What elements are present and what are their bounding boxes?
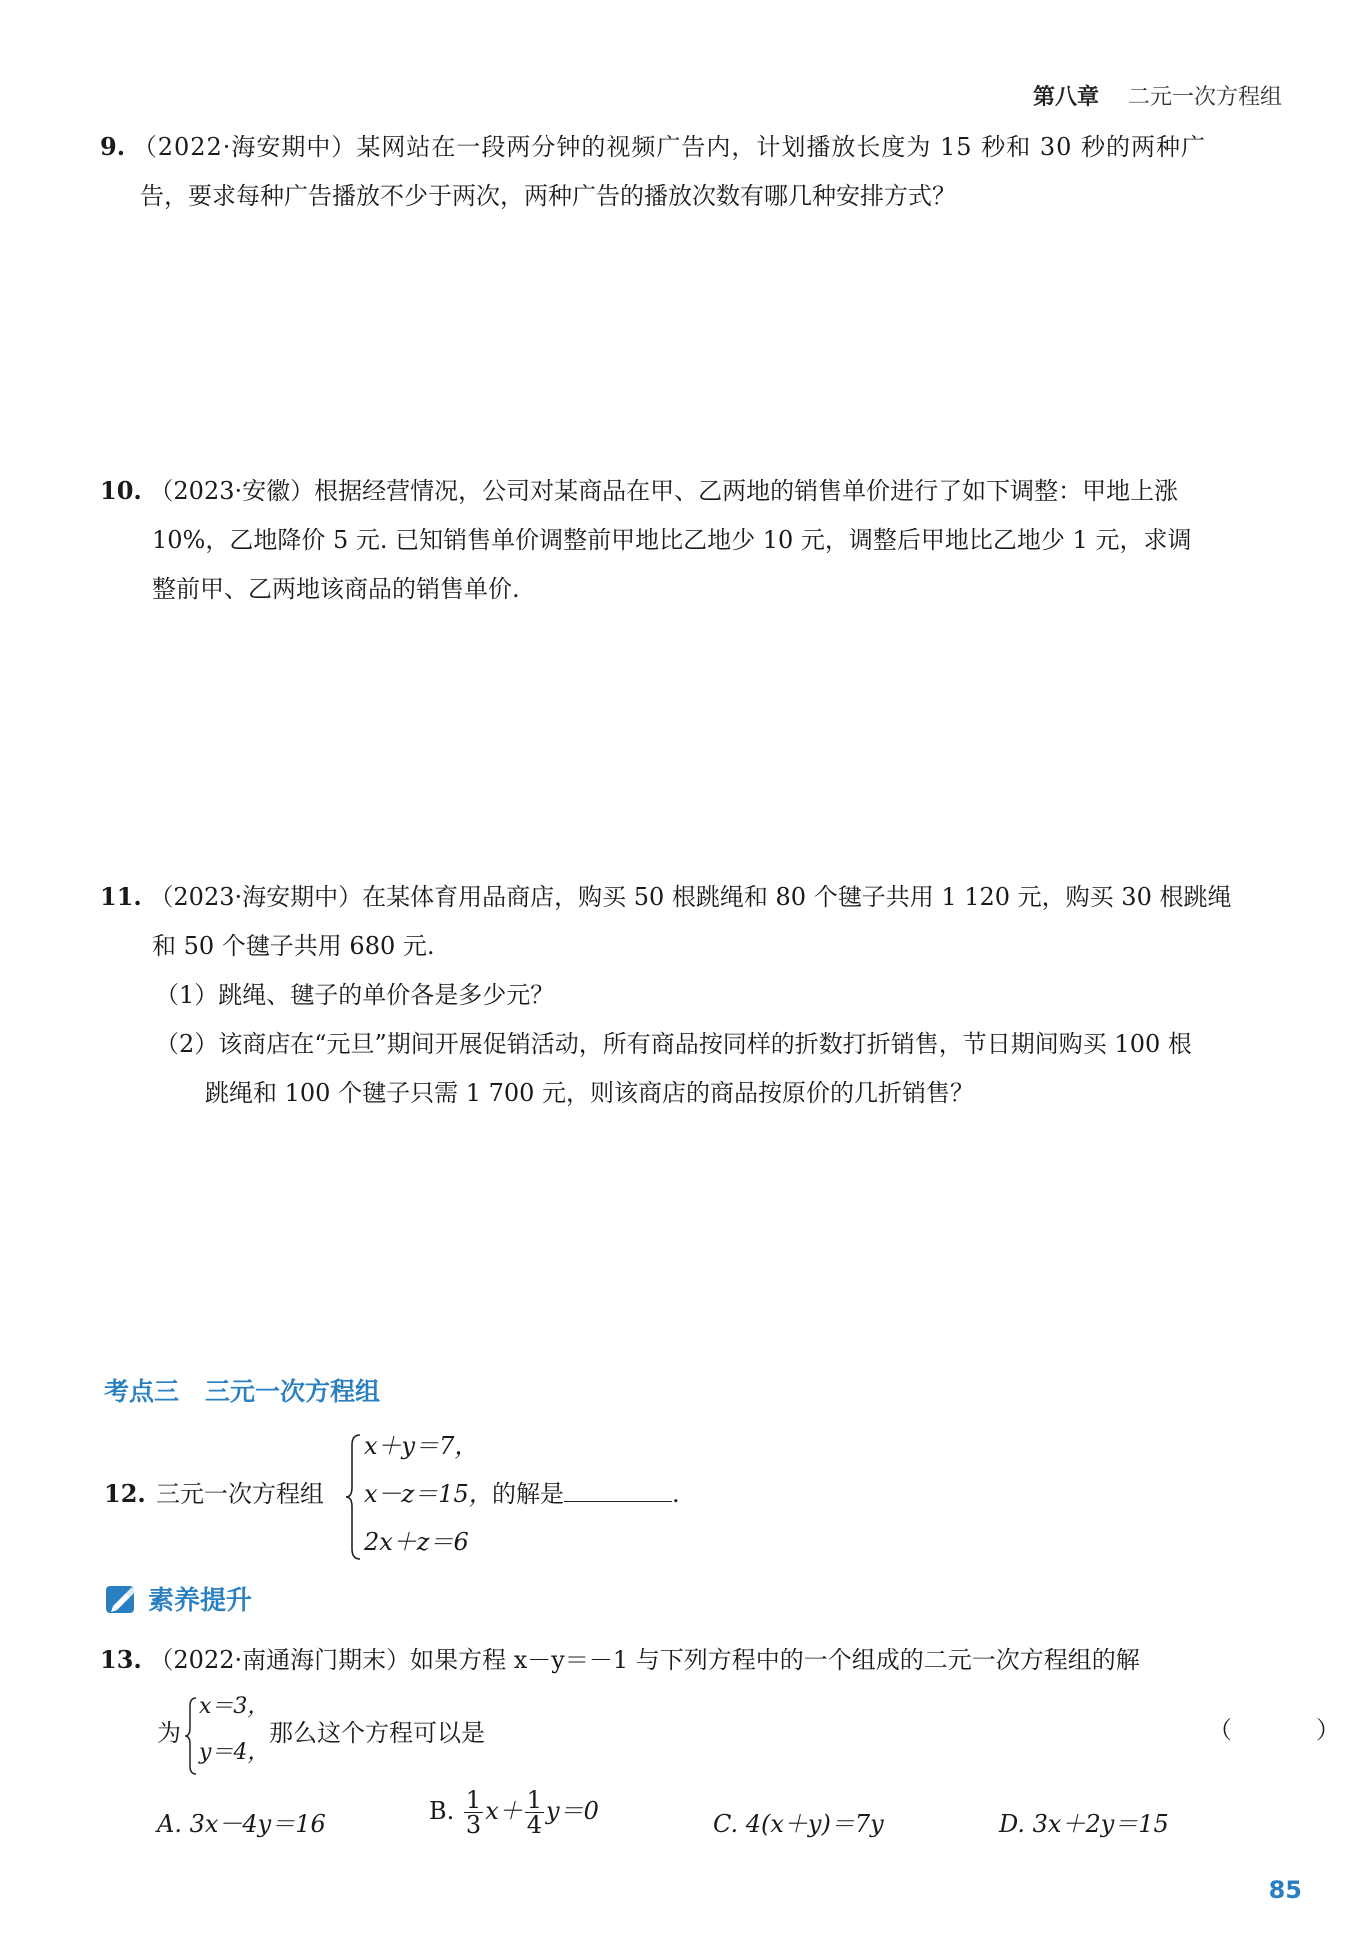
numerator: 1 <box>526 1786 543 1814</box>
question-text: （2023·安徽）根据经营情况，公司对某商品在甲、乙两地的销售单价进行了如下调整：甲地上涨 <box>149 477 1179 505</box>
question-text: （2022·南通海门期末）如果方程 x－y＝－1 与下列方程中的一个组成的二元一次方程组的解 <box>149 1646 1140 1674</box>
question-text: 10%，乙地降价 5 元. 已知销售单价调整前甲地比乙地少 10 元，调整后甲地比乙地少 1 元，求调 <box>152 526 1192 554</box>
question-text: （2023·海安期中）在某体育用品商店，购买 50 根跳绳和 80 个毽子共用 1 120 元，购买 30 根跳绳 <box>149 883 1232 911</box>
solution-x: x＝3， <box>199 1694 270 1719</box>
literacy-title: 素养提升 <box>148 1586 253 1616</box>
question-text: 和 50 个毽子共用 680 元. <box>152 932 435 960</box>
question-number: 12. <box>104 1479 146 1508</box>
question-number: 10. <box>100 476 142 505</box>
choice-d[interactable]: D. 3x＋2y＝15 <box>999 1810 1169 1838</box>
chapter-label: 第八章 <box>1032 85 1099 110</box>
rocket-pencil-icon <box>104 1582 140 1616</box>
term: y＝0 <box>546 1797 599 1825</box>
question-12 <box>104 1425 804 1565</box>
choice-b[interactable] <box>429 1788 599 1837</box>
question-9 <box>100 122 1290 221</box>
choice-c[interactable]: C. 4(x＋y)＝7y <box>713 1810 884 1838</box>
question-number: 13. <box>100 1645 142 1674</box>
question-text: 整前甲、乙两地该商品的销售单价. <box>152 575 520 603</box>
choice-label: B. <box>429 1797 455 1825</box>
chapter-topic: 二元一次方程组 <box>1127 85 1282 110</box>
solution-y: y＝4， <box>199 1740 270 1765</box>
question-text: 告，要求每种广告播放不少于两次，两种广告的播放次数有哪几种安排方式？ <box>140 182 956 210</box>
choice-a[interactable]: A. 3x－4y＝16 <box>157 1810 326 1838</box>
question-text: 那么这个方程可以是 <box>269 1719 485 1747</box>
literacy-heading <box>104 1580 252 1617</box>
denominator: 4 <box>526 1811 543 1839</box>
section-label: 考点三 <box>104 1377 180 1406</box>
equation-1: x＋y＝7， <box>364 1432 479 1460</box>
question-number: 9. <box>100 132 126 161</box>
answer-paren[interactable]: （ ） <box>1208 1716 1370 1744</box>
prefix-text: 为 <box>157 1719 181 1747</box>
question-11 <box>100 872 1290 1118</box>
answer-blank[interactable] <box>564 1475 672 1502</box>
running-header <box>1033 80 1282 111</box>
suffix-text: 的解是 <box>492 1480 564 1508</box>
sub-question-1: （1）跳绳、毽子的单价各是多少元？ <box>155 981 555 1009</box>
question-13-system <box>157 1690 757 1780</box>
fraction <box>464 1788 483 1837</box>
equation-2: x－z＝15， <box>364 1480 493 1508</box>
page-number: 85 <box>1268 1876 1302 1904</box>
end-punct: . <box>672 1480 680 1508</box>
question-text: 三元一次方程组 <box>156 1480 324 1508</box>
question-number: 11. <box>100 882 142 911</box>
section-name: 三元一次方程组 <box>205 1377 381 1406</box>
sub-question-2-cont: 跳绳和 100 个毽子只需 1 700 元，则该商店的商品按原价的几折销售？ <box>205 1079 975 1107</box>
denominator: 3 <box>465 1811 482 1839</box>
numerator: 1 <box>465 1786 482 1814</box>
question-text <box>492 1475 680 1513</box>
brace-icon <box>183 1696 199 1776</box>
section-title <box>104 1372 380 1408</box>
brace-icon <box>344 1433 364 1561</box>
fraction <box>525 1788 544 1837</box>
sub-question-2: （2）该商店在“元旦”期间开展促销活动，所有商品按同样的折数打折销售，节日期间购买 100 根 <box>155 1030 1192 1058</box>
question-13 <box>100 1635 1290 1685</box>
question-10 <box>100 466 1290 614</box>
term: x＋ <box>485 1797 523 1825</box>
question-text: （2022·海安期中）某网站在一段两分钟的视频广告内，计划播放长度为 15 秒和 30 秒的两种广 <box>132 133 1207 161</box>
equation-3: 2x＋z＝6 <box>364 1528 469 1556</box>
